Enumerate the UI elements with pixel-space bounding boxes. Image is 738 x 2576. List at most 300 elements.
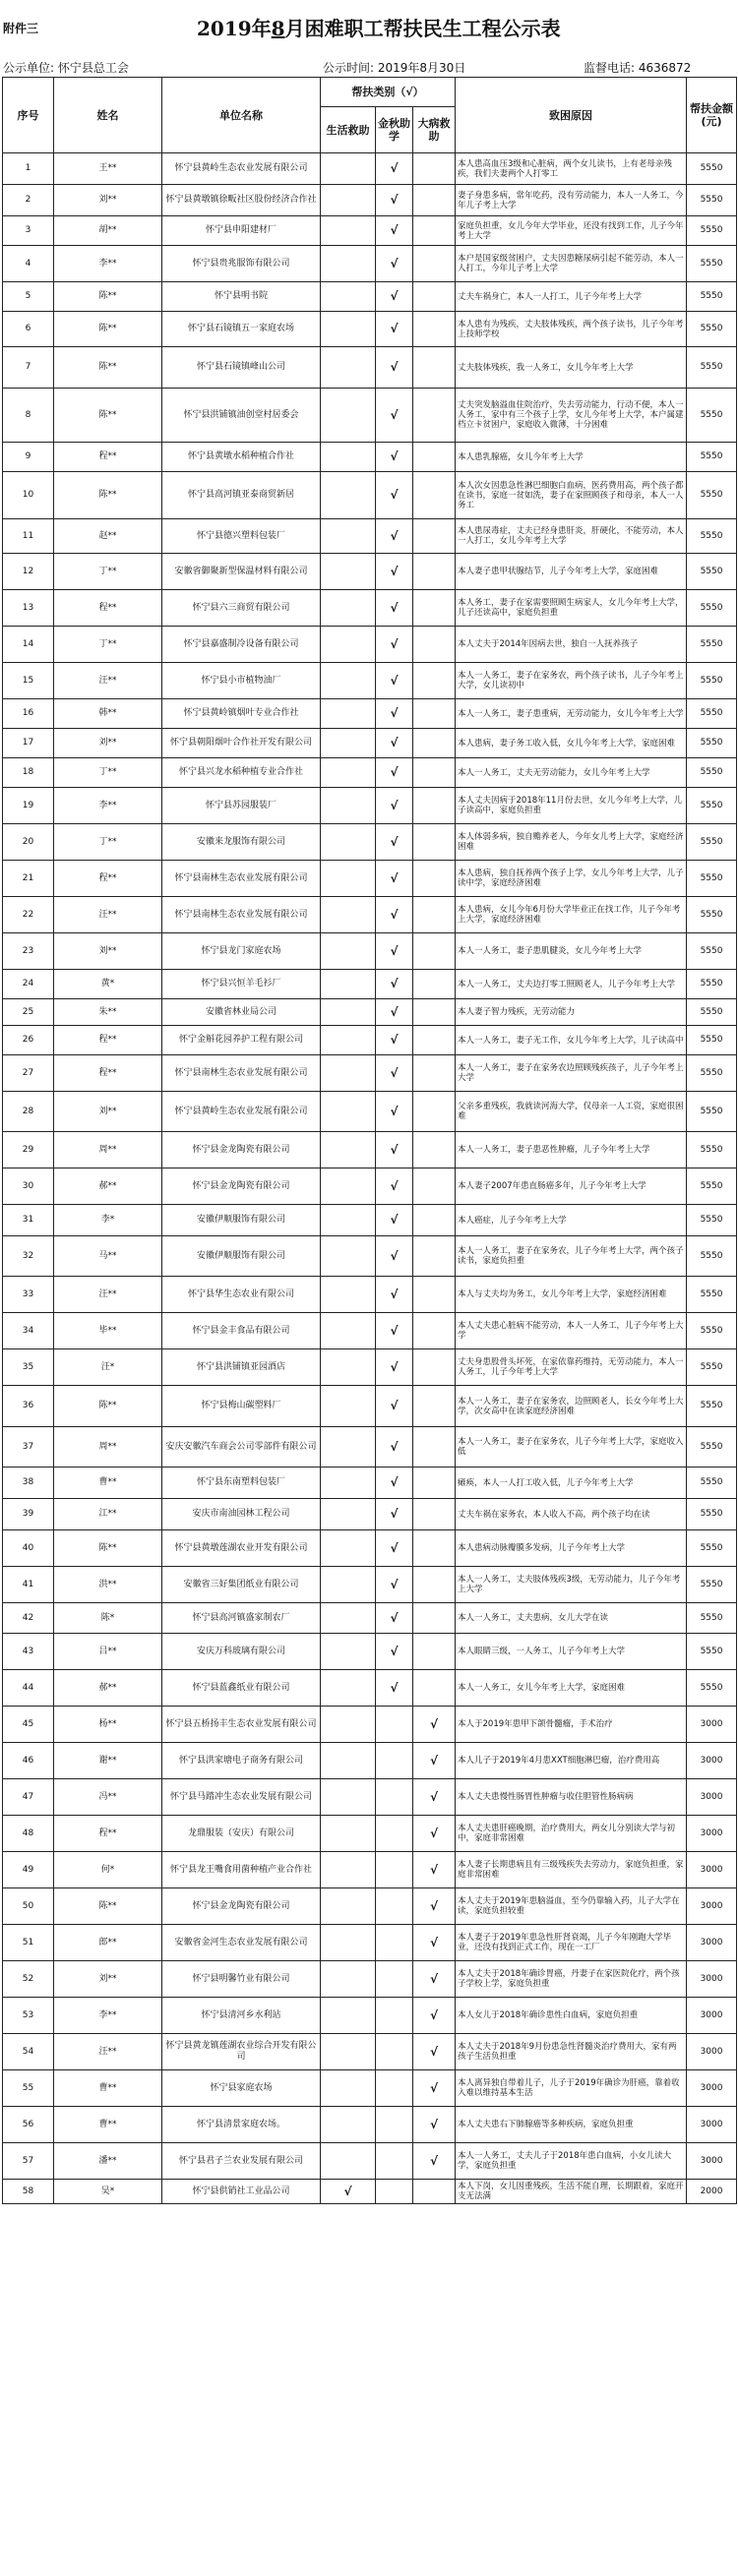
cell-ill <box>413 590 456 627</box>
cell-life <box>321 1707 376 1743</box>
cell-life <box>321 663 376 699</box>
table-row <box>3 2143 737 2180</box>
cell-edu: √ <box>376 472 413 519</box>
cell-no: 58 <box>3 2180 54 2204</box>
cell-amount: 5550 <box>687 861 737 897</box>
cell-name: 李** <box>54 788 162 824</box>
header-amount: 帮扶金额(元) <box>687 78 737 153</box>
cell-edu <box>376 2143 413 2180</box>
cell-no: 40 <box>3 1530 54 1567</box>
cell-unit: 怀宁县苏园服装厂 <box>162 788 321 824</box>
table-row <box>3 1132 737 1168</box>
header-reason: 致困原因 <box>456 78 687 153</box>
table-row <box>3 729 737 758</box>
cell-edu: √ <box>376 1603 413 1634</box>
table-row <box>3 1567 737 1603</box>
table-row <box>3 1349 737 1386</box>
cell-reason: 本人患乳腺癌，女儿今年考上大学 <box>456 443 687 472</box>
cell-life <box>321 1925 376 1961</box>
table-row <box>3 1277 737 1313</box>
cell-edu: √ <box>376 627 413 663</box>
cell-life <box>321 443 376 472</box>
cell-unit: 怀宁县黄岭生态农业发展有限公司 <box>162 1092 321 1132</box>
cell-life <box>321 1852 376 1888</box>
cell-ill <box>413 699 456 729</box>
cell-ill <box>413 1205 456 1236</box>
cell-life <box>321 1168 376 1205</box>
cell-ill <box>413 970 456 999</box>
cell-no: 55 <box>3 2070 54 2107</box>
cell-amount: 5550 <box>687 1349 737 1386</box>
cell-edu: √ <box>376 153 413 185</box>
cell-amount: 5550 <box>687 1670 737 1707</box>
cell-reason: 本人一人务工，妻子在家务农，儿子今年考上大学，家庭收入低 <box>456 1427 687 1468</box>
cell-amount: 3000 <box>687 1707 737 1743</box>
cell-no: 20 <box>3 824 54 861</box>
table-row <box>3 1816 737 1852</box>
cell-name: 陈** <box>54 389 162 443</box>
cell-edu: √ <box>376 1168 413 1205</box>
cell-reason: 本人患病动脉瓣膜多发病，儿子今年考上大学 <box>456 1530 687 1567</box>
cell-unit: 怀宁县南林生态农业发展有限公司 <box>162 861 321 897</box>
cell-unit: 怀宁县黄岭镇烟叶专业合作社 <box>162 699 321 729</box>
cell-name: 杨** <box>54 1707 162 1743</box>
cell-amount: 5550 <box>687 1055 737 1092</box>
table-row <box>3 472 737 519</box>
cell-no: 39 <box>3 1499 54 1530</box>
header-category: 帮扶类别（√） <box>321 78 456 107</box>
cell-name: 赵** <box>54 519 162 554</box>
cell-no: 47 <box>3 1779 54 1816</box>
cell-unit: 安徽省林业局公司 <box>162 999 321 1026</box>
cell-amount: 5550 <box>687 970 737 999</box>
cell-reason: 本人离异独自带着儿子，儿子于2019年确诊为肝癌，靠着收入难以维持基本生活 <box>456 2070 687 2107</box>
cell-no: 30 <box>3 1168 54 1205</box>
cell-ill <box>413 2180 456 2204</box>
cell-amount: 3000 <box>687 2107 737 2143</box>
cell-edu: √ <box>376 933 413 970</box>
cell-amount: 5550 <box>687 933 737 970</box>
annex-label: 附件三 <box>3 22 39 35</box>
cell-amount: 5550 <box>687 824 737 861</box>
cell-no: 18 <box>3 758 54 788</box>
cell-no: 44 <box>3 1670 54 1707</box>
table-row <box>3 663 737 699</box>
cell-amount: 5550 <box>687 282 737 312</box>
cell-ill <box>413 472 456 519</box>
table-row <box>3 897 737 933</box>
cell-unit: 怀宁金斛花园养护工程有限公司 <box>162 1026 321 1055</box>
table-row <box>3 2034 737 2070</box>
cell-ill: √ <box>413 1998 456 2034</box>
cell-ill <box>413 185 456 216</box>
title-rest: 月困难职工帮扶民生工程公示表 <box>284 17 561 40</box>
cell-reason: 丈夫突发脑溢血住院治疗，失去劳动能力，行动不便，本人一人务工，家中有三个孩子上学，女儿今年考上大学，本户属建档立卡贫困户，家庭收入微薄，十分困难 <box>456 389 687 443</box>
cell-no: 41 <box>3 1567 54 1603</box>
cell-ill <box>413 1132 456 1168</box>
cell-name: 丁** <box>54 758 162 788</box>
cell-ill: √ <box>413 1743 456 1779</box>
cell-edu: √ <box>376 1386 413 1427</box>
cell-life <box>321 788 376 824</box>
cell-no: 5 <box>3 282 54 312</box>
cell-name: 刘** <box>54 933 162 970</box>
cell-edu: √ <box>376 897 413 933</box>
cell-edu <box>376 1707 413 1743</box>
cell-ill: √ <box>413 1888 456 1925</box>
cell-reason: 本人患有为残疾，丈夫肢体残疾，两个孩子读书，儿子今年考上技师学校 <box>456 312 687 347</box>
table-row <box>3 1961 737 1998</box>
cell-name: 毕** <box>54 1313 162 1349</box>
table-row <box>3 216 737 246</box>
cell-life <box>321 347 376 389</box>
cell-ill: √ <box>413 1961 456 1998</box>
cell-amount: 3000 <box>687 1816 737 1852</box>
cell-amount: 5550 <box>687 1277 737 1313</box>
cell-amount: 5550 <box>687 1634 737 1670</box>
cell-unit: 怀宁县龙王嘴食用菌种植产业合作社 <box>162 1852 321 1888</box>
table-row <box>3 185 737 216</box>
cell-life <box>321 1567 376 1603</box>
cell-unit: 怀宁县申阳建材厂 <box>162 216 321 246</box>
cell-name: 曹** <box>54 1468 162 1499</box>
cell-reason: 丈夫身患股骨头坏死，在家依靠药维持，无劳动能力，本人一人务工，儿子今年考上大学 <box>456 1349 687 1386</box>
cell-edu <box>376 2070 413 2107</box>
cell-reason: 本人一人务工，妻子在家务农，两个孩子读书，儿子今年考上大学，女儿读初中 <box>456 663 687 699</box>
table-row <box>3 1427 737 1468</box>
cell-ill <box>413 729 456 758</box>
cell-reason: 本人一人务工，丈夫无劳动能力，女儿今年考上大学 <box>456 758 687 788</box>
cell-unit: 怀宁县黄墩莲湖农业开发有限公司 <box>162 1530 321 1567</box>
cell-life <box>321 758 376 788</box>
cell-ill <box>413 246 456 282</box>
cell-ill <box>413 1530 456 1567</box>
cell-no: 52 <box>3 1961 54 1998</box>
cell-name: 汪* <box>54 1349 162 1386</box>
cell-ill <box>413 153 456 185</box>
cell-amount: 5550 <box>687 443 737 472</box>
cell-ill <box>413 627 456 663</box>
cell-unit: 安庆万科玻璃有限公司 <box>162 1634 321 1670</box>
cell-reason: 本人于2019年患甲下颌骨髓瘤，手术治疗 <box>456 1707 687 1743</box>
cell-reason: 本户是国家级贫困户，丈夫因患糖尿病引起不能劳动，本人一人打工，今年儿子考上大学 <box>456 246 687 282</box>
table-row <box>3 1707 737 1743</box>
cell-reason: 本人丈夫于2018年9月份患急性肾髓炎治疗费用大，家有两孩子生活负担重 <box>456 2034 687 2070</box>
cell-no: 50 <box>3 1888 54 1925</box>
cell-edu: √ <box>376 1567 413 1603</box>
cell-life <box>321 1468 376 1499</box>
cell-unit: 怀宁县贵兆服饰有限公司 <box>162 246 321 282</box>
cell-life <box>321 590 376 627</box>
cell-life <box>321 2107 376 2143</box>
cell-no: 1 <box>3 153 54 185</box>
cell-edu <box>376 1925 413 1961</box>
cell-reason: 本人丈夫于2018年确诊胃癌，丹妻子在家医院化疗，两个孩子学校上学，家庭负担重 <box>456 1961 687 1998</box>
cell-amount: 5550 <box>687 1205 737 1236</box>
cell-amount: 5550 <box>687 216 737 246</box>
cell-reason: 本人患高血压3级和心脏病，两个女儿读书，上有老母亲残疾，我们夫妻两个人打零工 <box>456 153 687 185</box>
cell-edu <box>376 1961 413 1998</box>
cell-no: 36 <box>3 1386 54 1427</box>
cell-no: 43 <box>3 1634 54 1670</box>
cell-amount: 5550 <box>687 1603 737 1634</box>
cell-amount: 5550 <box>687 758 737 788</box>
cell-life <box>321 1313 376 1349</box>
cell-reason: 本人体弱多病，独自赡养老人，今年女儿考上大学，家庭经济困难 <box>456 824 687 861</box>
cell-amount: 5550 <box>687 389 737 443</box>
cell-unit: 怀宁县龙门家庭农场 <box>162 933 321 970</box>
cell-name: 江** <box>54 1499 162 1530</box>
cell-no: 29 <box>3 1132 54 1168</box>
table-row <box>3 282 737 312</box>
cell-unit: 怀宁县梅山碳塑料厂 <box>162 1386 321 1427</box>
cell-reason: 本人丈夫患右下肺腺癌等多种疾病，家庭负担重 <box>456 2107 687 2143</box>
cell-name: 程** <box>54 590 162 627</box>
cell-ill <box>413 933 456 970</box>
table-row <box>3 519 737 554</box>
cell-reason: 本人一人务工，妻子在家务农，儿子今年考上大学，两个孩子读书，家庭负担重 <box>456 1236 687 1277</box>
table-row <box>3 824 737 861</box>
cell-ill: √ <box>413 2107 456 2143</box>
header-life: 生活救助 <box>321 107 376 153</box>
cell-edu: √ <box>376 1313 413 1349</box>
cell-no: 37 <box>3 1427 54 1468</box>
cell-ill <box>413 1026 456 1055</box>
cell-edu: √ <box>376 312 413 347</box>
cell-edu: √ <box>376 519 413 554</box>
header-ill: 大病救助 <box>413 107 456 153</box>
cell-unit: 怀宁县华生态农业有限公司 <box>162 1277 321 1313</box>
cell-unit: 怀宁县蓝鑫纸业有限公司 <box>162 1670 321 1707</box>
cell-name: 冯** <box>54 1779 162 1816</box>
title-year: 2019年 <box>197 17 272 40</box>
cell-unit: 怀宁县明馨竹业有限公司 <box>162 1961 321 1998</box>
cell-ill <box>413 824 456 861</box>
cell-reason: 本人与丈夫均为务工，女儿今年考上大学，家庭经济困难 <box>456 1277 687 1313</box>
cell-reason: 本人患病，独自抚养两个孩子上学，女儿今年考上大学，儿子读中学，家庭经济困难 <box>456 861 687 897</box>
cell-ill <box>413 519 456 554</box>
table-row <box>3 443 737 472</box>
header-edu: 金秋助学 <box>376 107 413 153</box>
cell-name: 程** <box>54 1055 162 1092</box>
cell-ill: √ <box>413 1816 456 1852</box>
cell-reason: 妻子身患多病，常年吃药，没有劳动能力，本人一人务工，今年儿子考上大学 <box>456 185 687 216</box>
header-name: 姓名 <box>54 78 162 153</box>
cell-amount: 5550 <box>687 1132 737 1168</box>
cell-reason: 本人妻子2007年患直肠癌多年，儿子今年考上大学 <box>456 1168 687 1205</box>
cell-life <box>321 1277 376 1313</box>
cell-name: 何* <box>54 1852 162 1888</box>
cell-amount: 5550 <box>687 1427 737 1468</box>
table-row <box>3 970 737 999</box>
cell-name: 韩** <box>54 699 162 729</box>
cell-ill <box>413 347 456 389</box>
cell-edu: √ <box>376 282 413 312</box>
cell-reason: 本人一人务工，丈夫边打零工照顾老人，儿子今年考上大学 <box>456 970 687 999</box>
cell-ill: √ <box>413 1779 456 1816</box>
cell-life <box>321 1816 376 1852</box>
table-row <box>3 1925 737 1961</box>
cell-amount: 5550 <box>687 729 737 758</box>
table-row <box>3 1888 737 1925</box>
header-unit: 单位名称 <box>162 78 321 153</box>
cell-unit: 怀宁县高河镇亚泰商贸新居 <box>162 472 321 519</box>
cell-no: 35 <box>3 1349 54 1386</box>
cell-amount: 3000 <box>687 1888 737 1925</box>
cell-unit: 安徽省金河生态农业发展有限公司 <box>162 1925 321 1961</box>
cell-edu: √ <box>376 185 413 216</box>
cell-name: 汪** <box>54 663 162 699</box>
cell-life <box>321 1349 376 1386</box>
table-row <box>3 1530 737 1567</box>
cell-name: 丁** <box>54 824 162 861</box>
cell-no: 57 <box>3 2143 54 2180</box>
cell-no: 28 <box>3 1092 54 1132</box>
cell-name: 吕** <box>54 1634 162 1670</box>
cell-no: 12 <box>3 554 54 590</box>
cell-ill <box>413 443 456 472</box>
table-row <box>3 590 737 627</box>
cell-life <box>321 2070 376 2107</box>
cell-name: 汪** <box>54 897 162 933</box>
cell-amount: 5550 <box>687 788 737 824</box>
cell-amount: 5550 <box>687 999 737 1026</box>
cell-reason: 丈夫肢体残疾，我一人务工，女儿今年考上大学 <box>456 347 687 389</box>
cell-no: 53 <box>3 1998 54 2034</box>
cell-reason: 家庭负担重，女儿今年大学毕业，还没有找到工作，儿子今年考上大学 <box>456 216 687 246</box>
cell-name: 曹** <box>54 2070 162 2107</box>
cell-life <box>321 1888 376 1925</box>
cell-amount: 5550 <box>687 1168 737 1205</box>
cell-life <box>321 519 376 554</box>
cell-unit: 怀宁县兴龙水稻种植专业合作社 <box>162 758 321 788</box>
cell-ill <box>413 1567 456 1603</box>
cell-no: 25 <box>3 999 54 1026</box>
table-row <box>3 933 737 970</box>
cell-amount: 3000 <box>687 1779 737 1816</box>
cell-life <box>321 1236 376 1277</box>
cell-reason: 本人一人务工，丈夫儿子于2018年患白血病，小女儿读大学，家庭负担重 <box>456 2143 687 2180</box>
cell-amount: 5550 <box>687 1499 737 1530</box>
publish-time: 公示时间: 2019年8月30日 <box>323 61 466 75</box>
cell-ill <box>413 1349 456 1386</box>
cell-edu: √ <box>376 389 413 443</box>
cell-reason: 父亲多重残疾，我就读河海大学，仅母亲一人工资，家庭很困难 <box>456 1092 687 1132</box>
cell-name: 程** <box>54 1026 162 1055</box>
cell-edu: √ <box>376 699 413 729</box>
cell-no: 24 <box>3 970 54 999</box>
cell-life <box>321 1634 376 1670</box>
cell-life <box>321 897 376 933</box>
cell-edu: √ <box>376 246 413 282</box>
cell-life <box>321 216 376 246</box>
cell-edu: √ <box>376 1349 413 1386</box>
table-row <box>3 312 737 347</box>
cell-life <box>321 185 376 216</box>
cell-ill: √ <box>413 2070 456 2107</box>
cell-name: 曹** <box>54 2107 162 2143</box>
cell-edu <box>376 1998 413 2034</box>
cell-edu: √ <box>376 590 413 627</box>
cell-name: 周** <box>54 1132 162 1168</box>
cell-edu <box>376 2034 413 2070</box>
cell-life <box>321 933 376 970</box>
cell-reason: 本人一人务工，妻子在家务农边照顾残疾孩子，儿子今年考上大学 <box>456 1055 687 1092</box>
cell-amount: 5550 <box>687 1313 737 1349</box>
cell-name: 汪** <box>54 2034 162 2070</box>
cell-unit: 怀宁县嘉盛制冷设备有限公司 <box>162 627 321 663</box>
cell-amount: 5550 <box>687 1092 737 1132</box>
cell-unit: 怀宁县黄墩水稻种植合作社 <box>162 443 321 472</box>
cell-ill <box>413 1168 456 1205</box>
table-row <box>3 1386 737 1427</box>
cell-edu: √ <box>376 1205 413 1236</box>
cell-reason: 本人一人务工，妻子患恶性肿瘤，儿子今年考上大学 <box>456 1132 687 1168</box>
table-row <box>3 1055 737 1092</box>
cell-amount: 3000 <box>687 1998 737 2034</box>
cell-amount: 5550 <box>687 185 737 216</box>
cell-reason: 本人患病，女儿今年6月份大学毕业正在找工作，儿子今年考上大学，家庭经济困难 <box>456 897 687 933</box>
cell-unit: 怀宁县洪家塘电子商务有限公司 <box>162 1743 321 1779</box>
cell-unit: 怀宁县清景家庭农场。 <box>162 2107 321 2143</box>
table-row <box>3 1092 737 1132</box>
cell-life <box>321 1427 376 1468</box>
cell-unit: 安庆安徽汽车商会公司零部件有限公司 <box>162 1427 321 1468</box>
cell-edu: √ <box>376 824 413 861</box>
cell-life <box>321 1132 376 1168</box>
cell-amount: 5550 <box>687 472 737 519</box>
cell-reason: 本人女儿于2018年确诊患性白血病，家庭负担重 <box>456 1998 687 2034</box>
cell-no: 42 <box>3 1603 54 1634</box>
cell-reason: 本人眼睛三级，一人务工，儿子今年考上大学 <box>456 1634 687 1670</box>
cell-amount: 5550 <box>687 246 737 282</box>
cell-unit: 安徽省三好集团纸业有限公司 <box>162 1567 321 1603</box>
cell-unit: 怀宁县黄墩镇徐畈社区股份经济合作社 <box>162 185 321 216</box>
cell-ill <box>413 1468 456 1499</box>
cell-life <box>321 1530 376 1567</box>
cell-name: 陈** <box>54 312 162 347</box>
cell-name: 洪** <box>54 1567 162 1603</box>
cell-amount: 2000 <box>687 2180 737 2204</box>
cell-life <box>321 1779 376 1816</box>
cell-amount: 5550 <box>687 1468 737 1499</box>
cell-name: 陈** <box>54 347 162 389</box>
cell-name: 刘** <box>54 1092 162 1132</box>
cell-edu: √ <box>376 861 413 897</box>
cell-ill <box>413 1427 456 1468</box>
cell-reason: 本人妻子智力残疾，无劳动能力 <box>456 999 687 1026</box>
cell-no: 51 <box>3 1925 54 1961</box>
table-row <box>3 1205 737 1236</box>
cell-unit: 安徽伊顺服饰有限公司 <box>162 1236 321 1277</box>
cell-no: 6 <box>3 312 54 347</box>
cell-name: 汪** <box>54 1277 162 1313</box>
cell-edu: √ <box>376 443 413 472</box>
cell-life <box>321 2143 376 2180</box>
cell-ill <box>413 663 456 699</box>
cell-life <box>321 824 376 861</box>
cell-reason: 本人一人务工，妻子无工作，女儿今年考上大学，儿子读高中 <box>456 1026 687 1055</box>
cell-unit: 安庆市南油园林工程公司 <box>162 1499 321 1530</box>
cell-ill <box>413 1603 456 1634</box>
cell-reason: 本人一人务工，丈夫肢体残疾3级，无劳动能力，儿子今年考上大学 <box>456 1567 687 1603</box>
cell-edu: √ <box>376 1236 413 1277</box>
cell-edu <box>376 2180 413 2204</box>
cell-life <box>321 1603 376 1634</box>
cell-unit: 怀宁县南林生态农业发展有限公司 <box>162 897 321 933</box>
cell-reason: 本人丈夫于2019年患脑溢血，至今仍靠输入药，儿子大学在读，家庭负担较重 <box>456 1888 687 1925</box>
table-row <box>3 389 737 443</box>
